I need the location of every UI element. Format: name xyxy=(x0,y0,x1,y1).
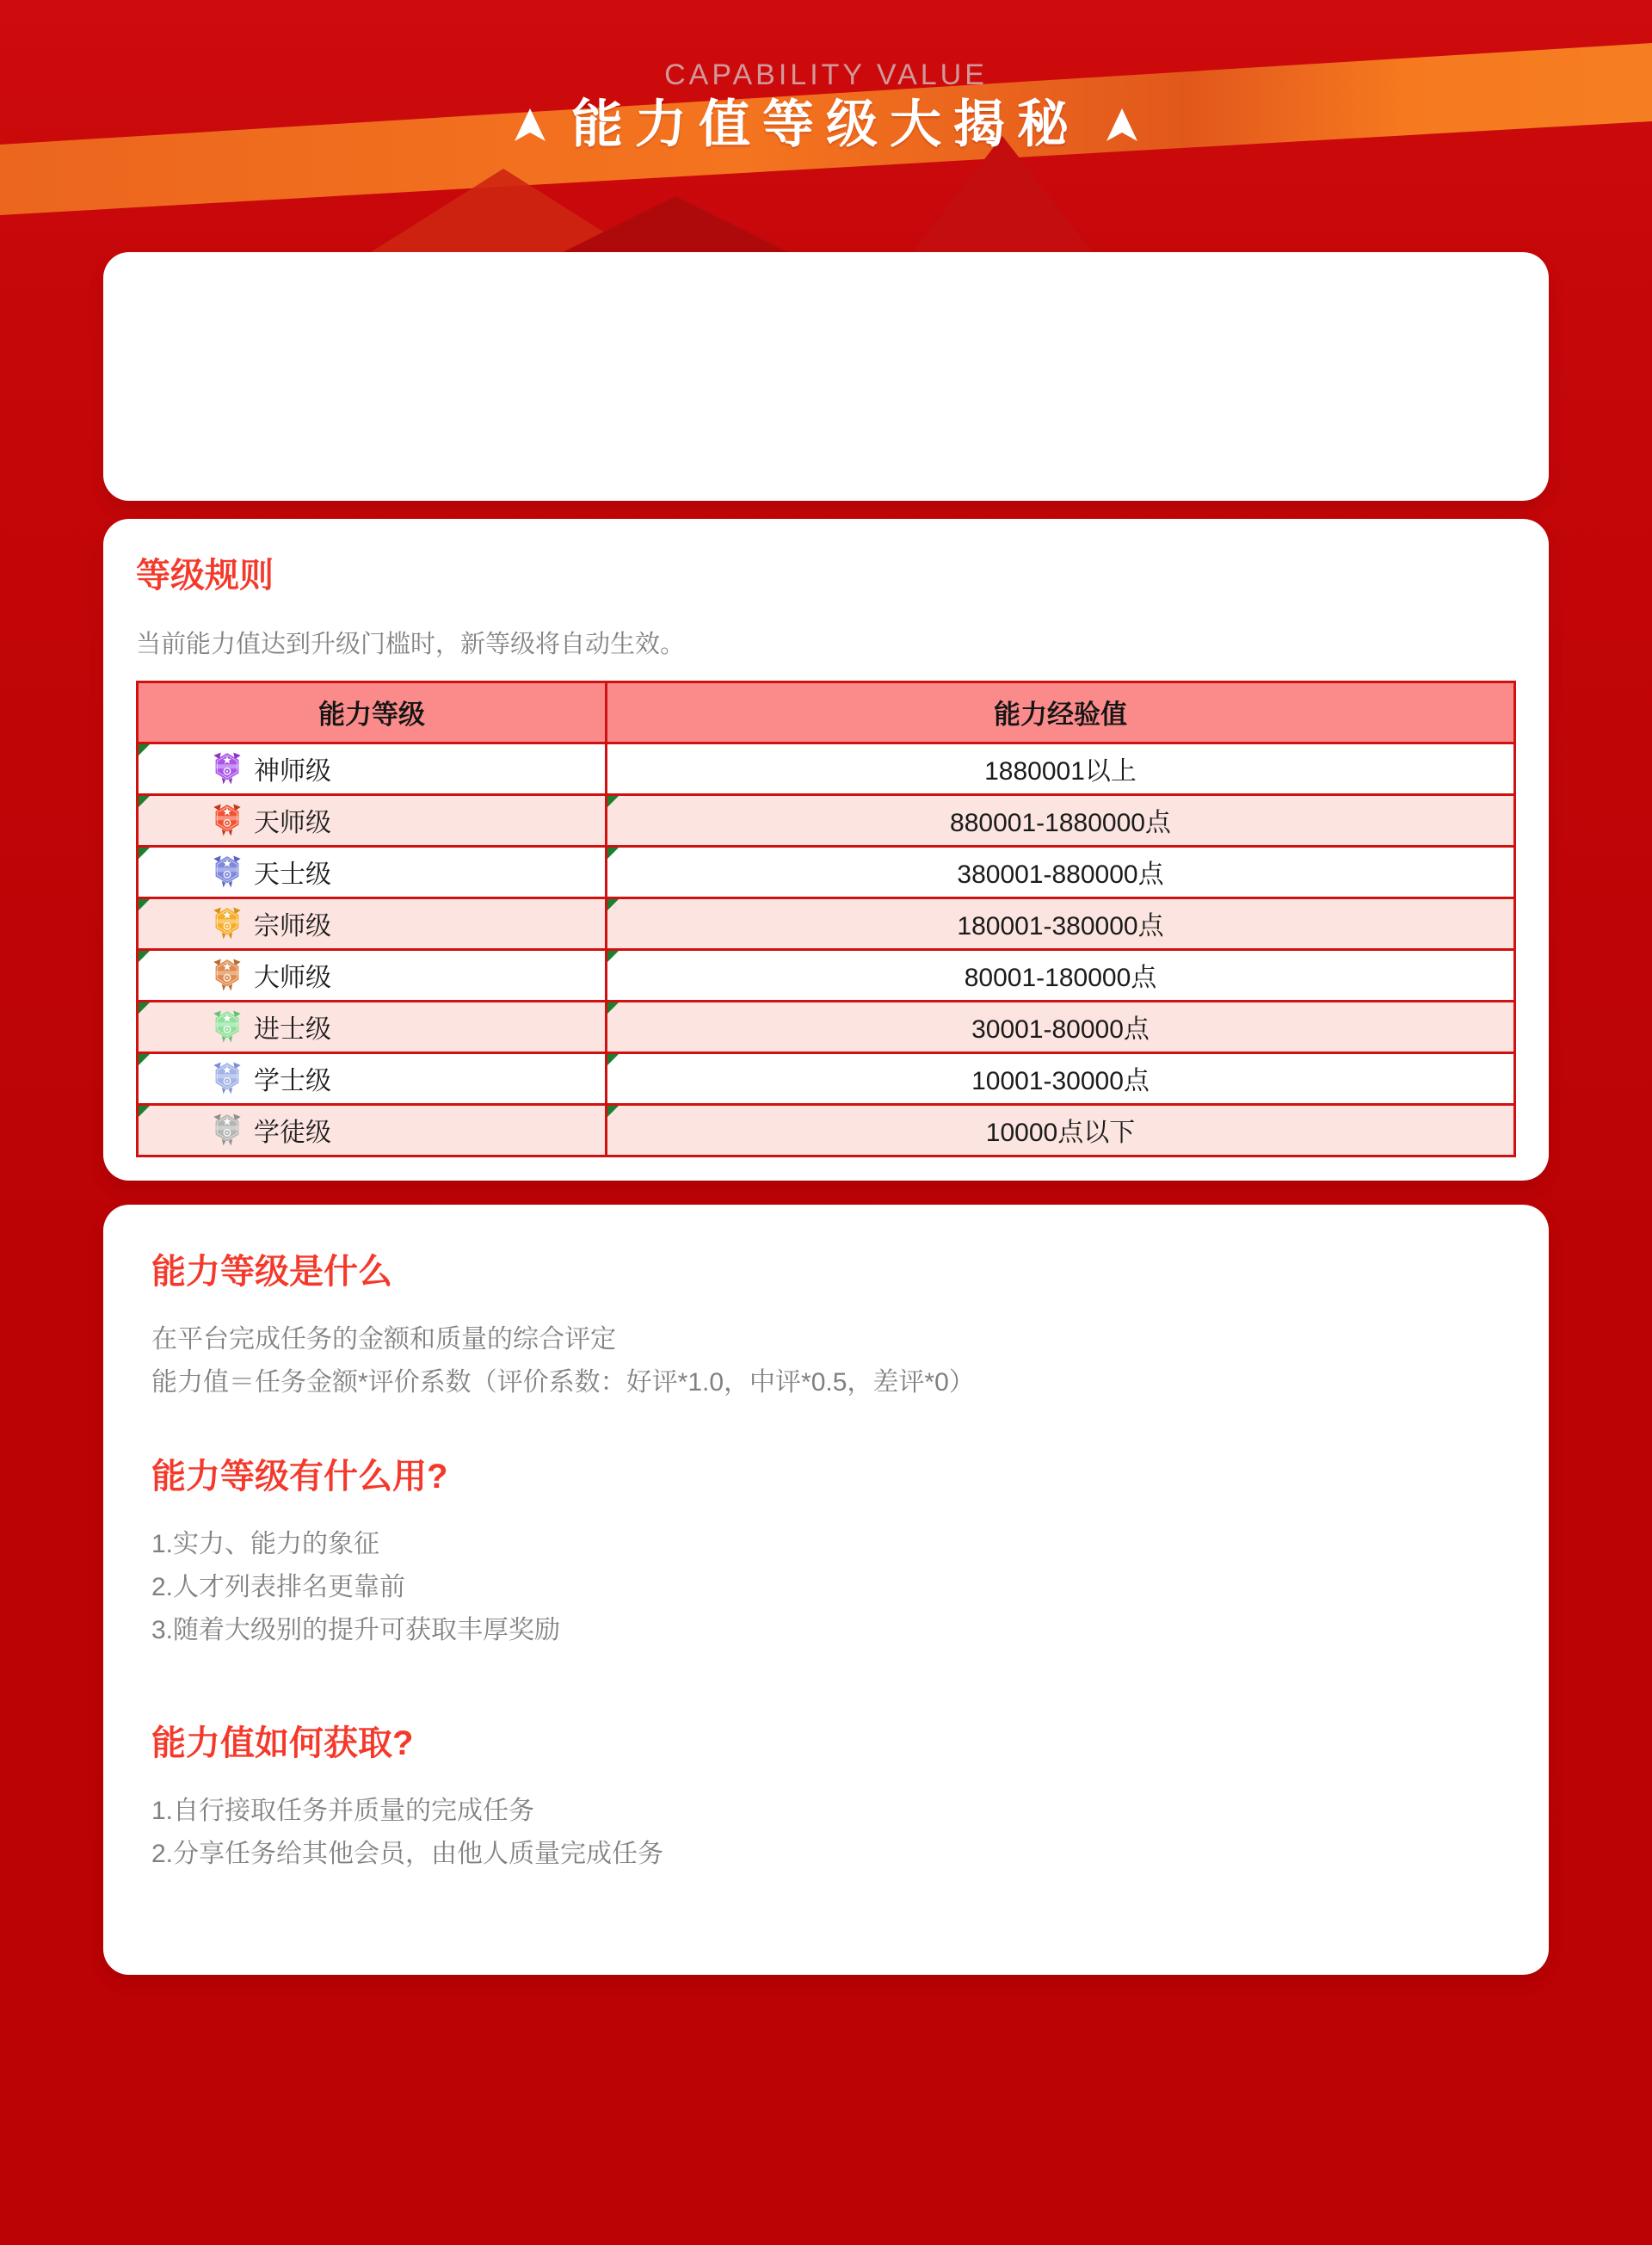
section-text-line: 在平台完成任务的金额和质量的综合评定 xyxy=(151,1325,616,1354)
section-heading: 能力等级是什么 xyxy=(151,1253,392,1291)
section-text-line: 3.随着大级别的提升可获取丰厚奖励 xyxy=(151,1616,561,1644)
up-arrow-icon xyxy=(1103,108,1141,141)
column-header-level: 能力等级 xyxy=(138,682,607,743)
section-text-line: 2.分享任务给其他会员，由他人质量完成任务 xyxy=(151,1840,664,1868)
table-row xyxy=(138,897,1515,949)
column-header-exp: 能力经验值 xyxy=(607,682,1515,743)
level-cell xyxy=(138,897,607,949)
exp-range: 180001-380000点 xyxy=(607,897,1515,949)
level-cell xyxy=(138,949,607,1001)
level-badge-icon xyxy=(213,752,242,785)
level-badge-icon xyxy=(213,1062,242,1095)
level-cell xyxy=(138,846,607,897)
up-arrow-icon xyxy=(511,108,549,141)
section-level-benefits xyxy=(151,1458,1471,1652)
table-row xyxy=(138,743,1515,794)
exp-range: 380001-880000点 xyxy=(607,846,1515,897)
info-card xyxy=(103,1205,1549,1975)
rules-card xyxy=(103,519,1549,1181)
level-cell xyxy=(138,1104,607,1156)
banner-title-row xyxy=(0,97,1652,151)
level-cell xyxy=(138,1052,607,1104)
section-heading: 能力值如何获取? xyxy=(151,1724,414,1762)
level-cell xyxy=(138,743,607,794)
section-text-line: 1.自行接取任务并质量的完成任务 xyxy=(151,1797,535,1825)
level-badge-icon xyxy=(213,907,242,940)
section-text-line: 1.实力、能力的象征 xyxy=(151,1530,380,1558)
rules-description: 当前能力值达到升级门槛时，新等级将自动生效。 xyxy=(136,631,686,658)
level-badge-icon xyxy=(213,1113,242,1146)
level-badge-icon xyxy=(213,1010,242,1043)
exp-range: 80001-180000点 xyxy=(607,949,1515,1001)
table-row xyxy=(138,846,1515,897)
table-row xyxy=(138,949,1515,1001)
exp-range: 10001-30000点 xyxy=(607,1052,1515,1104)
section-text-line: 能力值＝任务金额*评价系数（评价系数：好评*1.0，中评*0.5，差评*0） xyxy=(151,1368,975,1397)
level-badge-icon xyxy=(213,804,242,836)
level-name: 天师级 xyxy=(254,809,331,838)
level-cell xyxy=(138,794,607,846)
hero-card xyxy=(103,252,1549,501)
level-cell xyxy=(138,1001,607,1052)
table-row xyxy=(138,1001,1515,1052)
exp-range: 30001-80000点 xyxy=(607,1001,1515,1052)
page-title: 能力值等级大揭秘 xyxy=(571,96,1081,153)
level-badge-icon xyxy=(213,959,242,991)
level-name: 进士级 xyxy=(254,1015,331,1045)
level-badge-icon xyxy=(213,855,242,888)
section-what-is-level xyxy=(151,1253,1471,1404)
level-name: 天士级 xyxy=(254,860,331,890)
level-table xyxy=(136,681,1516,1157)
level-name: 大师级 xyxy=(254,964,331,993)
level-name: 宗师级 xyxy=(254,912,331,941)
exp-range: 880001-1880000点 xyxy=(607,794,1515,846)
exp-range: 1880001以上 xyxy=(607,743,1515,794)
section-how-to-earn xyxy=(151,1724,1471,1876)
level-name: 神师级 xyxy=(254,757,331,786)
table-row xyxy=(138,794,1515,846)
level-name: 学士级 xyxy=(254,1067,331,1096)
banner-eyebrow: CAPABILITY VALUE xyxy=(664,59,988,91)
table-header-row xyxy=(138,682,1515,743)
page-banner xyxy=(0,0,1652,252)
section-text-line: 2.人才列表排名更靠前 xyxy=(151,1573,406,1601)
rules-heading: 等级规则 xyxy=(136,557,274,595)
table-row xyxy=(138,1104,1515,1156)
level-name: 学徒级 xyxy=(254,1119,331,1148)
section-heading: 能力等级有什么用? xyxy=(151,1458,448,1496)
table-row xyxy=(138,1052,1515,1104)
exp-range: 10000点以下 xyxy=(607,1104,1515,1156)
